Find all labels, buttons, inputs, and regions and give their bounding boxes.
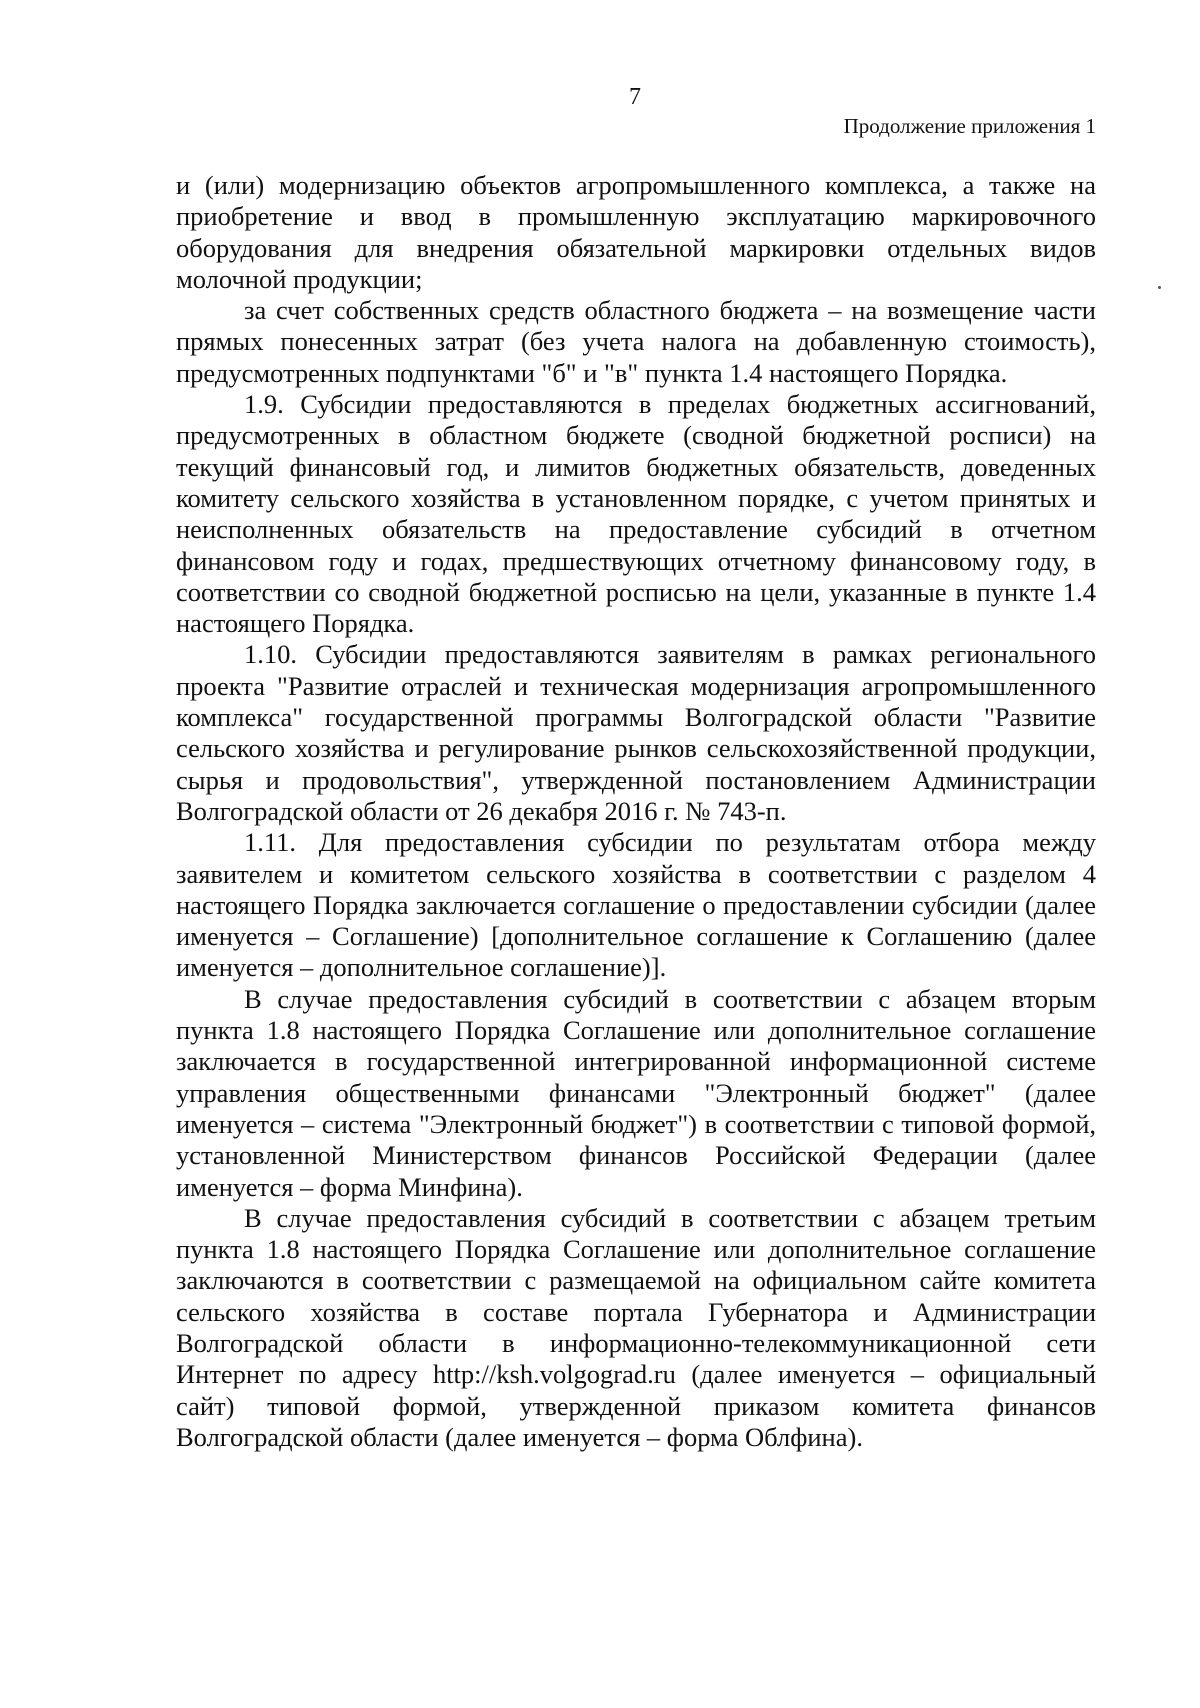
paragraph-regional-budget: за счет собственных средств областного бюджета – на возмещение части прямых понесенных затрат (без учета налога на добавленную стоимость), предусмотренных подпунктами "б" и "в" пункта 1.4 настоящего Порядка. [176,295,1096,388]
paragraph-1-11: 1.11. Для предоставления субсидии по результатам отбора между заявителем и комитетом сельского хозяйства в соответствии с разделом 4 настоящего Порядка заключается соглашение о предоставлении субсидии (далее именуется – Соглашение) [дополнительное соглашение к Соглашению (далее именуется – дополнительное соглашение)]. [176,827,1096,983]
scan-speck [1158,286,1161,289]
page-number: 7 [629,84,641,110]
paragraph-electronic-budget: В случае предоставления субсидий в соответствии с абзацем вторым пункта 1.8 настоящего Порядка Соглашение или дополнительное соглашение заключается в государственной интегрированной информационной системе управления общественными финансами "Электронный бюджет" (далее именуется – система "Электронный бюджет") в соответствии с типовой формой, установленной Министерством финансов Российской Федерации (далее именуется – форма Минфина). [176,983,1096,1202]
paragraph-1-9: 1.9. Субсидии предоставляются в пределах бюджетных ассигнований, предусмотренных в областном бюджете (сводной бюджетной росписи) на текущий финансовый год, и лимитов бюджетных обязательств, доведенных комитету сельского хозяйства в установленном порядке, с учетом принятых и неисполненных обязательств на предоставление субсидий в отчетном финансовом году и годах, предшествующих отчетному финансовому году, в соответствии со сводной бюджетной росписью на цели, указанные в пункте 1.4 настоящего Порядка. [176,389,1096,639]
paragraph-continuation: и (или) модернизацию объектов агропромышленного комплекса, а также на приобретение и ввод в промышленную эксплуатацию маркировочного оборудования для внедрения обязательной маркировки отдельных видов молочной продукции; [176,170,1096,294]
appendix-continuation-note: Продолжение приложения 1 [843,114,1096,138]
paragraph-1-10: 1.10. Субсидии предоставляются заявителям в рамках регионального проекта "Развитие отраслей и техническая модернизация агропромышленного комплекса" государственной программы Волгоградской области "Развитие сельского хозяйства и регулирование рынков сельскохозяйственной продукции, сырья и продовольствия", утвержденной постановлением Администрации Волгоградской области от 26 декабря 2016 г. № 743-п. [176,639,1096,826]
paragraph-official-site: В случае предоставления субсидий в соответствии с абзацем третьим пункта 1.8 настоящего Порядка Соглашение или дополнительное соглашение заключаются в соответствии с размещаемой на официальном сайте комитета сельского хозяйства в составе портала Губернатора и Администрации Волгоградской области в информационно-телекоммуникационной сети Интернет по адресу http://ksh.volgograd.ru (далее именуется – официальный сайт) типовой формой, утвержденной приказом комитета финансов Волгоградской области (далее именуется – форма Облфина). [176,1202,1096,1452]
document-body [176,170,1096,1453]
